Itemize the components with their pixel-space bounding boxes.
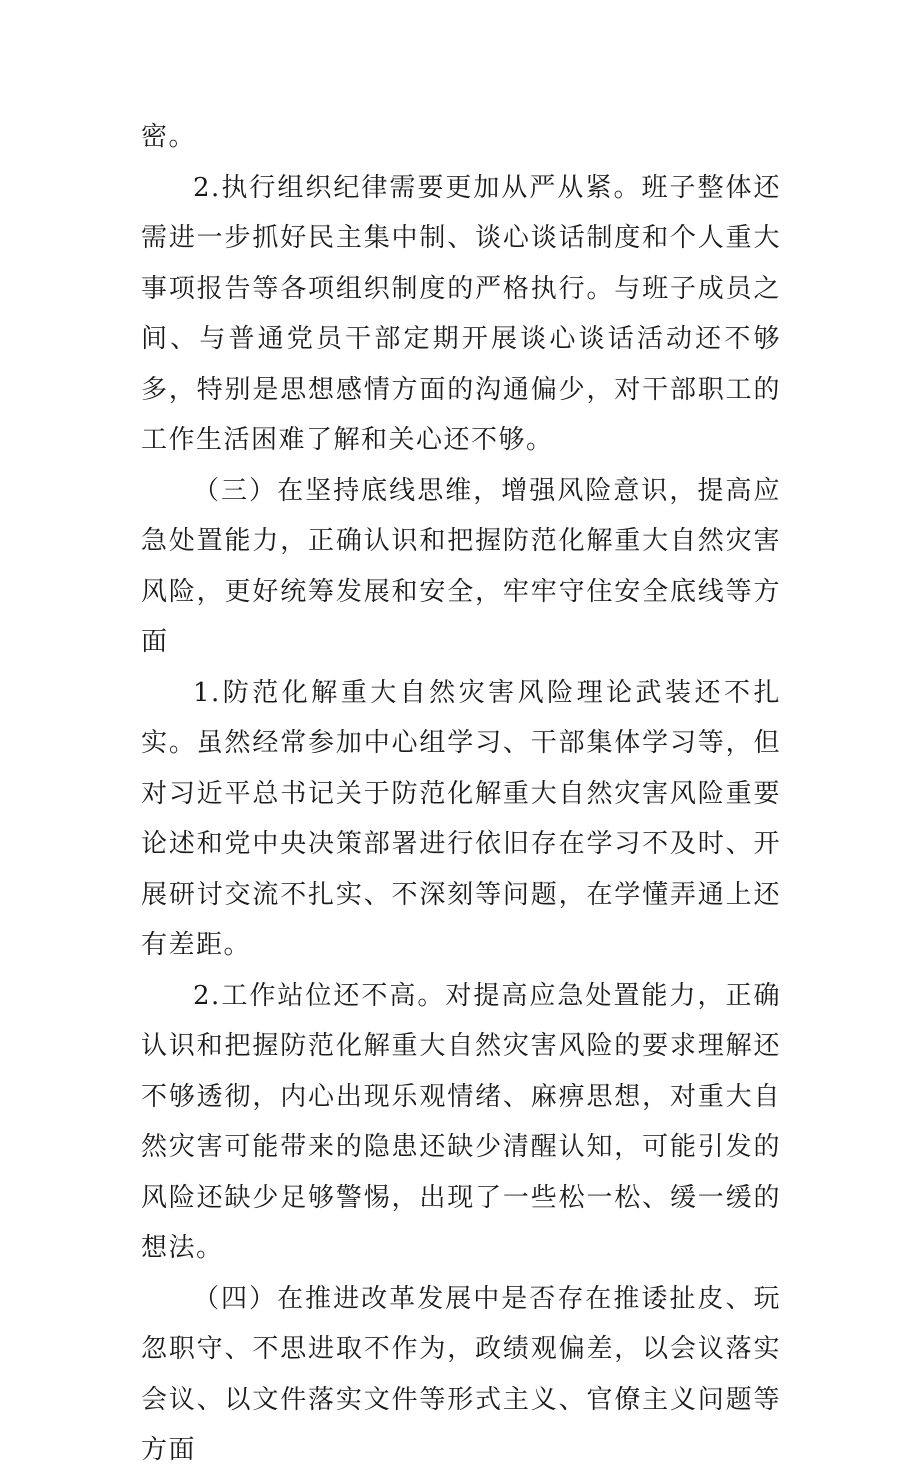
paragraph-work-position: 2.工作站位还不高。对提高应急处置能力，正确认识和把握防范化解重大自然灾害风险的要求理解还不够透彻，内心出现乐观情绪、麻痹思想，对重大自然灾害可能带来的隐患还缺少清醒认知，可能引发的风险还缺少足够警惕，出现了一些松一松、缓一缓的想法。 (141, 980, 781, 1263)
section-heading-3: （三）在坚持底线思维，增强风险意识，提高应急处置能力，正确认识和把握防范化解重大自然灾害风险，更好统筹发展和安全，牢牢守住安全底线等方面 (141, 475, 781, 657)
paragraph-discipline: 2.执行组织纪律需要更加从严从紧。班子整体还需进一步抓好民主集中制、谈心谈话制度和个人重大事项报告等各项组织制度的严格执行。与班子成员之间、与普通党员干部定期开展谈心谈话活动还不够多，特别是思想感情方面的沟通偏少，对干部职工的工作生活困难了解和关心还不够。 (141, 172, 781, 455)
paragraph-theory-study: 1.防范化解重大自然灾害风险理论武装还不扎实。虽然经常参加中心组学习、干部集体学习等，但对习近平总书记关于防范化解重大自然灾害风险重要论述和党中央决策部署进行依旧存在学习不及时、开展研讨交流不扎实、不深刻等问题，在学懂弄通上还有差距。 (141, 677, 781, 960)
paragraph-continuation: 密。 (141, 122, 197, 152)
document-body (141, 112, 781, 1476)
section-heading-4: （四）在推进改革发展中是否存在推诿扯皮、玩忽职守、不思进取不作为，政绩观偏差，以会议落实会议、以文件落实文件等形式主义、官僚主义问题等方面 (141, 1283, 781, 1465)
